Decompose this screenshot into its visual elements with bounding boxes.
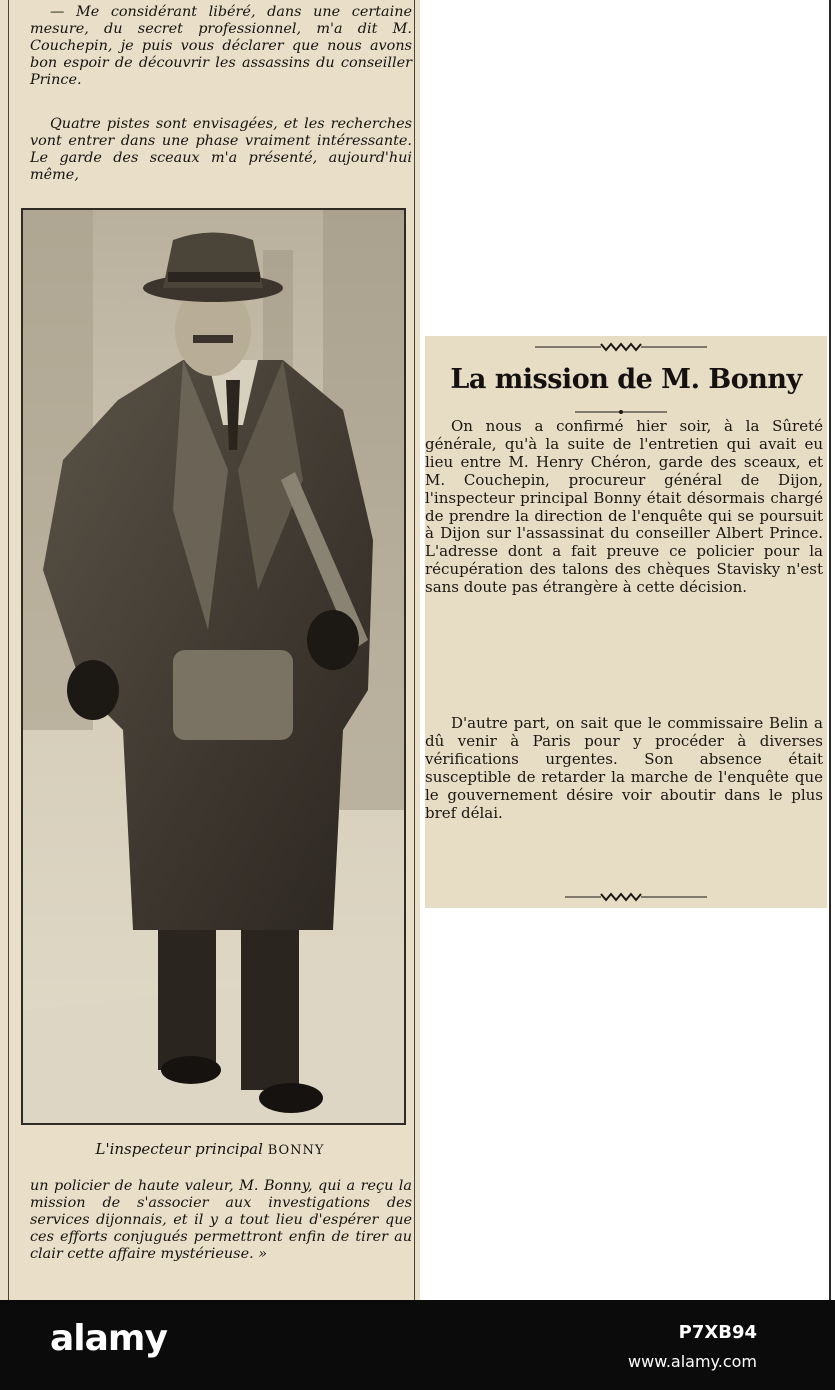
caption-role: L'inspecteur principal [95,1140,263,1158]
column-rule-right [414,0,415,1300]
outro-text [30,1178,412,1263]
outro-paragraph: un policier de haute valeur, M. Bonny, qui a reçu la mission de s'associer aux investigations des services dijonnais, et il y a tout lieu d'espérer que ces efforts conjugués permettront enfin de tirer au clair cette affaire mystérieuse. » [30,1178,412,1262]
image-code: P7XB94 [678,1322,757,1343]
page-edge-border [829,0,831,1300]
portrait-illustration [23,210,404,1123]
column-rule-left [8,0,9,1300]
stock-footer [0,1300,835,1390]
right-clipping [425,336,827,908]
intro-paragraph-1: — Me considérant libéré, dans une certaine mesure, du secret professionnel, m'a dit M. Couchepin, je puis vous déclarer que nous avons bon espoir de découvrir les assassins du conseiller Prince. [30,4,412,88]
intro-text [30,4,412,89]
top-ornament [425,340,827,354]
headline-rule [575,408,667,416]
article-body-1 [425,418,823,597]
intro-text-continued [30,116,412,184]
site-url: www.alamy.com [628,1352,757,1371]
article-paragraph-2: D'autre part, on sait que le commissaire Belin a dû venir à Paris pour y procéder à diverses vérifications urgentes. Son absence était susceptible de retarder la marche de l'enquête que le gouvernement désire voir aboutir dans le plus bref délai. [425,714,823,822]
portrait-photo [21,208,406,1125]
intro-paragraph-2: Quatre pistes sont envisagées, et les recherches vont entrer dans une phase vraiment intéressante. Le garde des sceaux m'a présenté, aujourd'hui même, [30,116,412,183]
article-body-2 [425,715,823,822]
left-clipping [0,0,420,1300]
alamy-logo: alamy [50,1318,167,1359]
photo-caption [0,1140,420,1158]
headline: La mission de M. Bonny [450,364,802,395]
article-paragraph-1: On nous a confirmé hier soir, à la Sûreté générale, qu'à la suite de l'entretien qui avait eu lieu entre M. Henry Chéron, garde des sceaux, et M. Couchepin, procureur général de Dijon, l'inspecteur principal Bonny était désormais chargé de prendre la direction de l'enquête qui se poursuit à Dijon sur l'assassinat du conseiller Albert Prince. L'adresse dont a fait preuve ce policier pour la récupération des talons des chèques Stavisky n'est sans doute pas étrangère à cette décision. [425,417,823,597]
caption-name: BONNY [267,1143,325,1158]
bottom-ornament [425,890,827,904]
